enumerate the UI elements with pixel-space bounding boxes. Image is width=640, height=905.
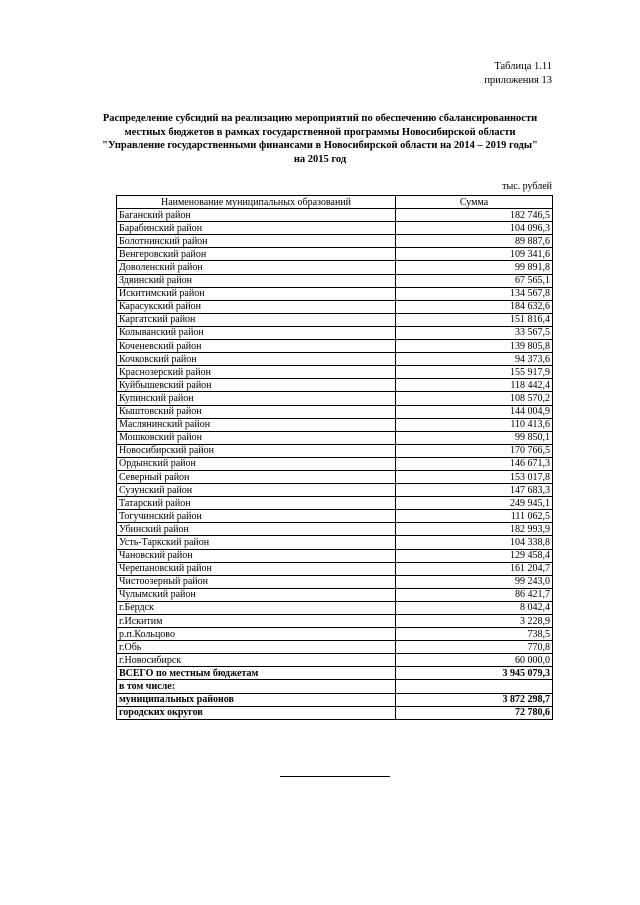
- subsidy-sum: 99 243,0: [396, 575, 553, 588]
- municipality-name: г.Новосибирск: [117, 654, 396, 667]
- subsidy-sum: 161 204,7: [396, 562, 553, 575]
- table-row: [117, 261, 553, 274]
- table-row: [117, 353, 553, 366]
- table-row: [117, 431, 553, 444]
- subsidy-table: [116, 195, 553, 720]
- subsidy-sum: 153 017,8: [396, 470, 553, 483]
- subsidy-sum: 8 042,4: [396, 601, 553, 614]
- municipality-name: Болотнинский район: [117, 235, 396, 248]
- subsidy-sum: 99 850,1: [396, 431, 553, 444]
- table-row: [117, 340, 553, 353]
- subsidy-sum: 67 565,1: [396, 274, 553, 287]
- subsidy-sum: 104 338,8: [396, 536, 553, 549]
- table-row: [117, 222, 553, 235]
- table-row: [117, 274, 553, 287]
- subsidy-sum: 155 917,9: [396, 366, 553, 379]
- subsidy-sum: 110 413,6: [396, 418, 553, 431]
- municipality-name: Здвинский район: [117, 274, 396, 287]
- table-row: [117, 287, 553, 300]
- subsidy-sum: 99 891,8: [396, 261, 553, 274]
- table-row: [117, 418, 553, 431]
- subsidy-sum: 144 004,9: [396, 405, 553, 418]
- municipality-name: Искитимский район: [117, 287, 396, 300]
- units-label: тыс. рублей: [502, 181, 552, 192]
- title-line-3: "Управление государственными финансами в Новосибирской области на 2014 – 2019 годы": [102, 140, 538, 151]
- subsidy-sum: 184 632,6: [396, 300, 553, 313]
- table-row: [117, 497, 553, 510]
- table-reference: [484, 60, 552, 88]
- table-row: [117, 615, 553, 628]
- municipality-name: г.Обь: [117, 641, 396, 654]
- table-number: Таблица 1.11: [494, 61, 552, 72]
- municipality-name: Колыванский район: [117, 326, 396, 339]
- subsidy-sum: 151 816,4: [396, 313, 553, 326]
- including-sum: [396, 680, 553, 693]
- subsidy-sum: 108 570,2: [396, 392, 553, 405]
- municipality-name: Краснозерский район: [117, 366, 396, 379]
- table-row: [117, 641, 553, 654]
- table-body: [117, 209, 553, 667]
- total-row: [117, 667, 553, 680]
- column-header-name: Наименование муниципальных образований: [117, 196, 396, 209]
- closing-rule: [280, 776, 390, 777]
- total-label: ВСЕГО по местным бюджетам: [117, 667, 396, 680]
- subsidy-sum: 129 458,4: [396, 549, 553, 562]
- title-line-1: Распределение субсидий на реализацию мероприятий по обеспечению сбалансированности: [102, 113, 538, 124]
- municipality-name: Каргатский район: [117, 313, 396, 326]
- municipality-name: Усть-Таркский район: [117, 536, 396, 549]
- municipality-name: Венгеровский район: [117, 248, 396, 261]
- municipality-name: Сузунский район: [117, 484, 396, 497]
- municipality-name: Коченевский район: [117, 340, 396, 353]
- municipality-name: г.Искитим: [117, 615, 396, 628]
- municipality-name: Чистоозерный район: [117, 575, 396, 588]
- municipality-name: Маслянинский район: [117, 418, 396, 431]
- subsidy-sum: 770,8: [396, 641, 553, 654]
- table-summary: [117, 667, 553, 719]
- municipality-name: Новосибирский район: [117, 444, 396, 457]
- municipality-name: Тогучинский район: [117, 510, 396, 523]
- subsidy-sum: 139 805,8: [396, 340, 553, 353]
- municipality-name: Купинский район: [117, 392, 396, 405]
- municipality-name: Баганский район: [117, 209, 396, 222]
- municipality-name: Татарский район: [117, 497, 396, 510]
- municipality-name: Барабинский район: [117, 222, 396, 235]
- total-sum: 3 945 079,3: [396, 667, 553, 680]
- subsidy-sum: 134 567,8: [396, 287, 553, 300]
- title-line-4: на 2015 год: [293, 153, 347, 165]
- table-row: [117, 366, 553, 379]
- municipality-name: Чулымский район: [117, 588, 396, 601]
- urban-districts-sum: 72 780,6: [396, 706, 553, 719]
- appendix-number: приложения 13: [484, 75, 552, 86]
- subsidy-sum: 60 000,0: [396, 654, 553, 667]
- municipal-districts-sum: 3 872 298,7: [396, 693, 553, 706]
- table-row: [117, 444, 553, 457]
- subsidy-sum: 86 421,7: [396, 588, 553, 601]
- municipality-name: Кыштовский район: [117, 405, 396, 418]
- subsidy-sum: 33 567,5: [396, 326, 553, 339]
- table-row: [117, 588, 553, 601]
- subsidy-sum: 3 228,9: [396, 615, 553, 628]
- municipality-name: Куйбышевский район: [117, 379, 396, 392]
- subsidy-sum: 249 945,1: [396, 497, 553, 510]
- table-row: [117, 575, 553, 588]
- column-header-sum: Сумма: [396, 196, 553, 209]
- table-row: [117, 300, 553, 313]
- table-row: [117, 326, 553, 339]
- municipality-name: г.Бердск: [117, 601, 396, 614]
- table-row: [117, 235, 553, 248]
- table-row: [117, 470, 553, 483]
- table-row: [117, 405, 553, 418]
- subsidy-sum: 94 373,6: [396, 353, 553, 366]
- subsidy-sum: 182 993,9: [396, 523, 553, 536]
- municipality-name: Ордынский район: [117, 457, 396, 470]
- subsidy-sum: 89 887,6: [396, 235, 553, 248]
- subsidy-sum: 738,5: [396, 628, 553, 641]
- municipality-name: Черепановский район: [117, 562, 396, 575]
- municipal-districts-row: [117, 693, 553, 706]
- subsidy-sum: 104 096,3: [396, 222, 553, 235]
- subsidy-sum: 182 746,5: [396, 209, 553, 222]
- table-row: [117, 484, 553, 497]
- municipality-name: Мошковский район: [117, 431, 396, 444]
- document-title: [80, 112, 560, 166]
- table-row: [117, 248, 553, 261]
- municipality-name: Чановский район: [117, 549, 396, 562]
- urban-districts-row: [117, 706, 553, 719]
- table-row: [117, 379, 553, 392]
- subsidy-sum: 118 442,4: [396, 379, 553, 392]
- table-row: [117, 601, 553, 614]
- municipality-name: р.п.Кольцово: [117, 628, 396, 641]
- subsidy-sum: 147 683,3: [396, 484, 553, 497]
- table-row: [117, 523, 553, 536]
- subsidy-sum: 170 766,5: [396, 444, 553, 457]
- including-label: в том числе:: [117, 680, 396, 693]
- municipality-name: Карасукский район: [117, 300, 396, 313]
- municipal-districts-label: муниципальных районов: [117, 693, 396, 706]
- urban-districts-label: городских округов: [117, 706, 396, 719]
- subsidy-sum: 146 671,3: [396, 457, 553, 470]
- table-row: [117, 628, 553, 641]
- table-row: [117, 457, 553, 470]
- table-row: [117, 313, 553, 326]
- table-row: [117, 510, 553, 523]
- municipality-name: Кочковский район: [117, 353, 396, 366]
- municipality-name: Убинский район: [117, 523, 396, 536]
- subsidy-sum: 109 341,6: [396, 248, 553, 261]
- title-line-2: местных бюджетов в рамках государственной программы Новосибирской области: [124, 126, 516, 138]
- including-row: [117, 680, 553, 693]
- table-row: [117, 549, 553, 562]
- table-row: [117, 654, 553, 667]
- subsidy-sum: 111 062,5: [396, 510, 553, 523]
- table-row: [117, 562, 553, 575]
- municipality-name: Доволенский район: [117, 261, 396, 274]
- table-header-row: [117, 196, 553, 209]
- municipality-name: Северный район: [117, 470, 396, 483]
- table-row: [117, 392, 553, 405]
- table-row: [117, 536, 553, 549]
- table-row: [117, 209, 553, 222]
